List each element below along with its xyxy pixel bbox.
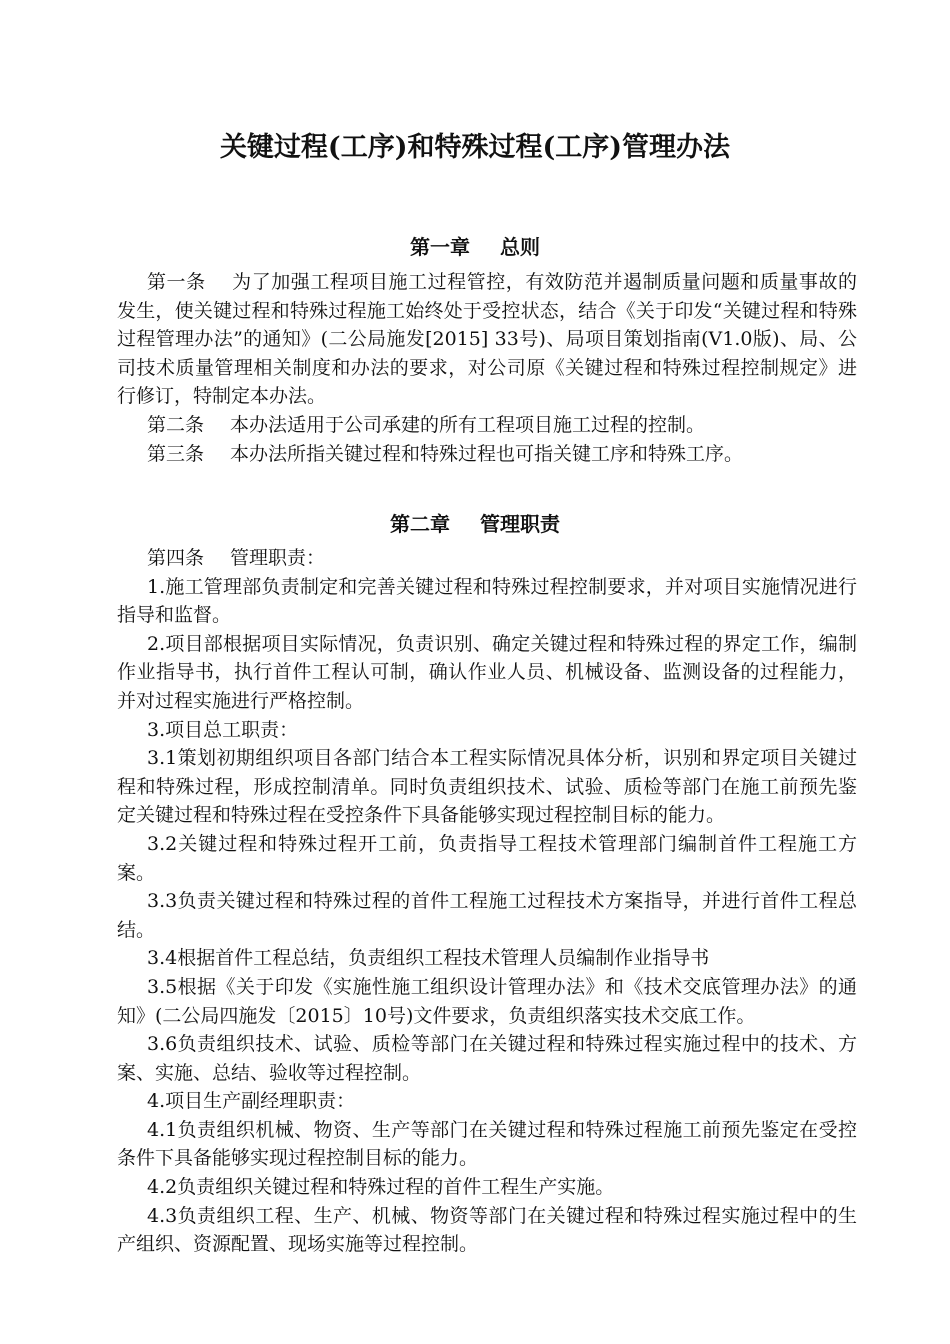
article-1-lead: 第一条	[147, 271, 206, 293]
article-2-text: 本办法适用于公司承建的所有工程项目施工过程的控制。	[230, 413, 706, 436]
duty-item: 3.项目总工职责：	[147, 718, 299, 741]
chapter-1-number: 第一章	[410, 235, 470, 259]
article-3	[117, 440, 857, 469]
chapter-2-heading	[0, 509, 950, 539]
chapter-1-body	[117, 268, 857, 468]
article-3-text: 本办法所指关键过程和特殊过程也可指关键工序和特殊工序。	[230, 442, 744, 465]
duty-item: 4.1负责组织机械、物资、生产等部门在关键过程和特殊过程施工前预先鉴定在受控条件下具备能够实现过程控制目标的能力。	[117, 1118, 857, 1170]
article-3-lead: 第三条	[147, 442, 205, 465]
article-4-text: 管理职责：	[230, 547, 326, 569]
chapter-1-heading	[0, 232, 950, 262]
duty-item: 3.1策划初期组织项目各部门结合本工程实际情况具体分析，识别和界定项目关键过程和特殊过程，形成控制清单。同时负责组织技术、试验、质检等部门在施工前预先鉴定关键过程和特殊过程在受控条件下具备能够实现过程控制目标的能力。	[117, 747, 857, 827]
duty-item: 4.3负责组织工程、生产、机械、物资等部门在关键过程和特殊过程实施过程中的生产组织、资源配置、现场实施等过程控制。	[117, 1204, 857, 1256]
duty-item: 3.5根据《关于印发《实施性施工组织设计管理办法》和《技术交底管理办法》的通知》(二公局四施发〔2015〕10号)文件要求，负责组织落实技术交底工作。	[117, 975, 857, 1027]
article-2-lead: 第二条	[147, 413, 205, 436]
article-1	[117, 268, 857, 411]
chapter-2-body	[117, 544, 857, 1259]
article-4-lead: 第四条	[147, 547, 205, 569]
duty-item: 4.项目生产副经理职责：	[147, 1090, 356, 1113]
chapter-2-number: 第二章	[390, 512, 450, 536]
duty-item: 3.4根据首件工程总结，负责组织工程技术管理人员编制作业指导书	[147, 947, 710, 970]
chapter-1-name: 总则	[500, 235, 540, 259]
duty-item: 3.2关键过程和特殊过程开工前，负责指导工程技术管理部门编制首件工程施工方案。	[117, 832, 857, 884]
duty-item: 3.3负责关键过程和特殊过程的首件工程施工过程技术方案指导，并进行首件工程总结。	[117, 890, 857, 941]
document-title: 关键过程(工序)和特殊过程(工序)管理办法	[219, 132, 731, 163]
duty-item: 3.6负责组织技术、试验、质检等部门在关键过程和特殊过程实施过程中的技术、方案、实施、总结、验收等过程控制。	[117, 1033, 857, 1084]
chapter-2-name: 管理职责	[480, 512, 560, 536]
article-1-text: 为了加强工程项目施工过程管控，有效防范并遏制质量问题和质量事故的发生，使关键过程和特殊过程施工始终处于受控状态，结合《关于印发“关键过程和特殊过程管理办法”的通知》(二公局施发[2015] 33号)、局项目策划指南(V1.0版)、局、公司技术质量管理相关制度和办法的要求，对公司原《关键过程和特殊过程控制规定》进行修订，特制定本办法。	[117, 271, 857, 408]
duty-item: 4.2负责组织关键过程和特殊过程的首件工程生产实施。	[147, 1176, 615, 1199]
duty-item: 2.项目部根据项目实际情况，负责识别、确定关键过程和特殊过程的界定工作，编制作业指导书，执行首件工程认可制，确认作业人员、机械设备、监测设备的过程能力，并对过程实施进行严格控制。	[117, 632, 857, 712]
article-4	[117, 544, 857, 573]
duty-item: 1.施工管理部负责制定和完善关键过程和特殊过程控制要求，并对项目实施情况进行指导和监督。	[117, 575, 857, 627]
article-2	[117, 411, 857, 440]
